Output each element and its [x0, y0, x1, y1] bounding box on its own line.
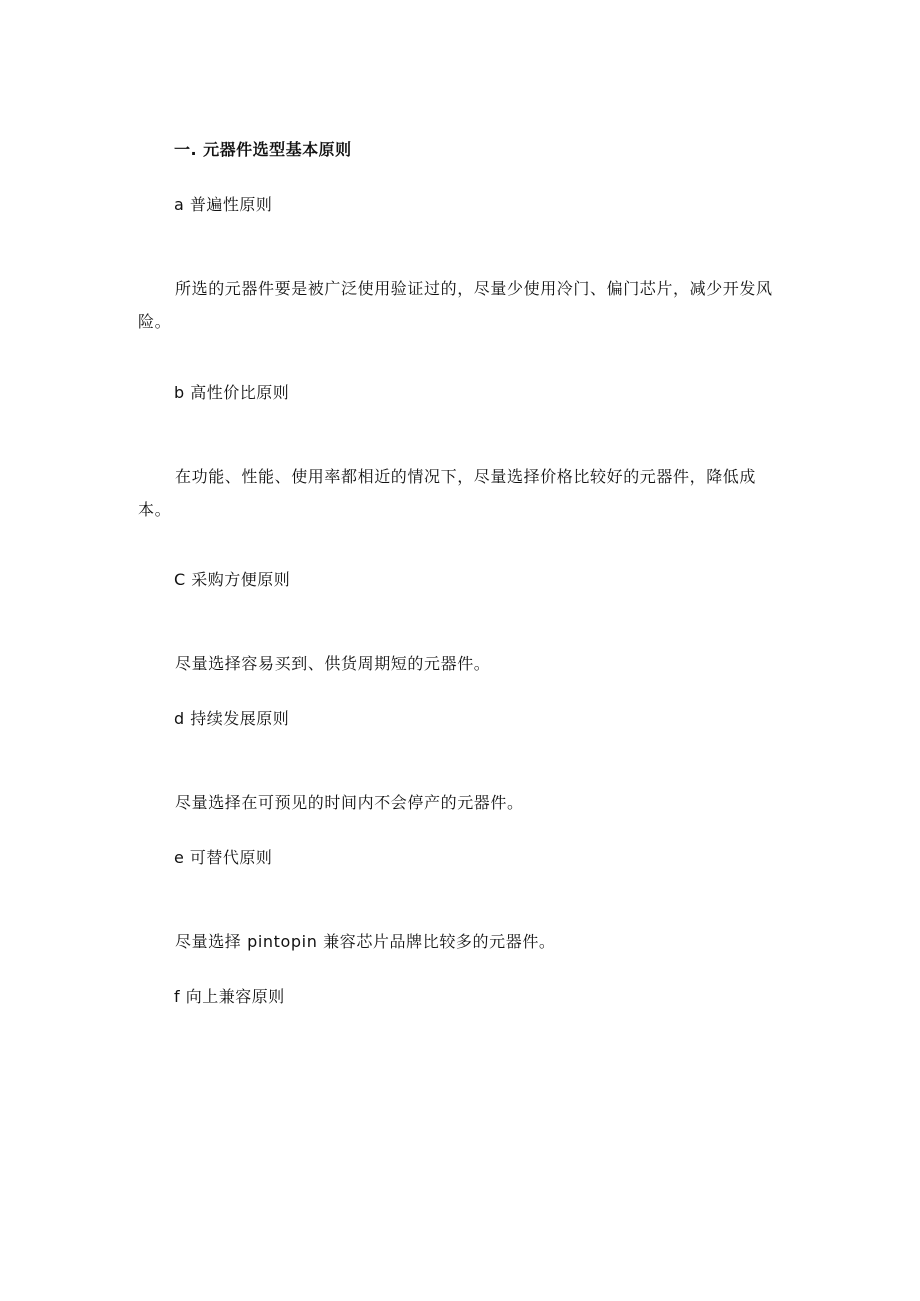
section-label-a: a 普遍性原则 [174, 195, 273, 214]
section-label-b: b 高性价比原则 [174, 383, 290, 402]
section-label-e: e 可替代原则 [174, 848, 273, 867]
section-body-c: 尽量选择容易买到、供货周期短的元器件。 [175, 654, 491, 673]
document-heading: 一. 元器件选型基本原则 [174, 140, 352, 159]
section-body-a: 所选的元器件要是被广泛使用验证过的，尽量少使用冷门、偏门芯片，减少开发风险。 [138, 279, 773, 331]
section-label-f: f 向上兼容原则 [174, 987, 285, 1006]
section-body-d: 尽量选择在可预见的时间内不会停产的元器件。 [175, 793, 524, 812]
section-body-e: 尽量选择 pintopin 兼容芯片品牌比较多的元器件。 [175, 932, 556, 951]
section-label-d: d 持续发展原则 [174, 709, 290, 728]
section-body-b: 在功能、性能、使用率都相近的情况下，尽量选择价格比较好的元器件，降低成本。 [138, 467, 757, 519]
section-label-c: C 采购方便原则 [174, 570, 291, 589]
